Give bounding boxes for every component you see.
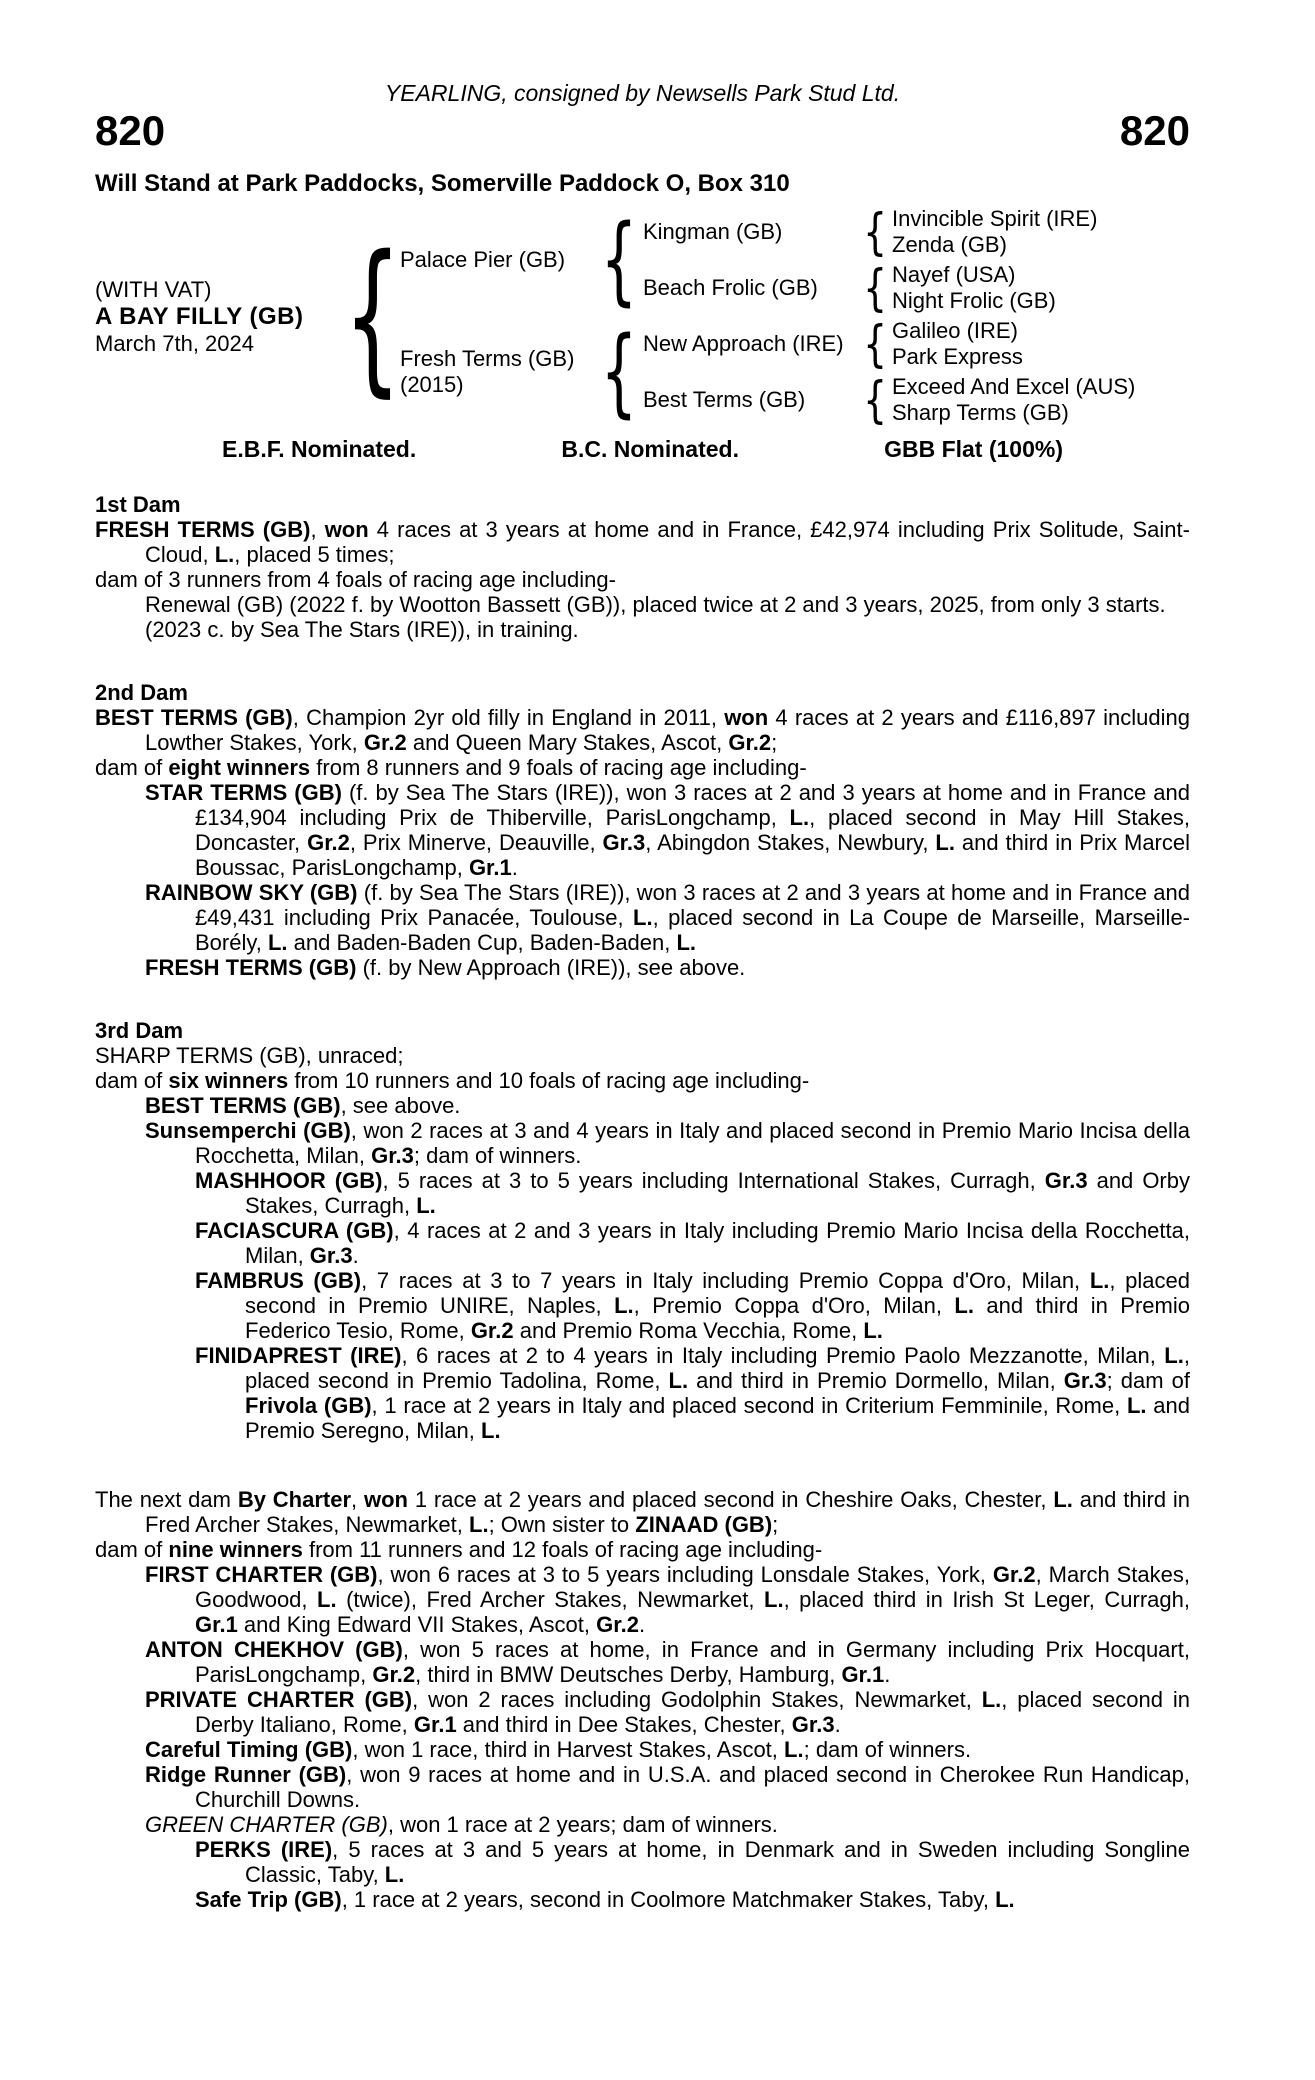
pedigree-text-paragraph: (2023 c. by Sea The Stars (IRE)), in training. xyxy=(145,617,579,642)
pedigree-tree xyxy=(95,203,1190,429)
pedigree-text-paragraph: MASHHOOR (GB), 5 races at 3 to 5 years including International Stakes, Curragh, Gr.3 and Orby Stakes, Curragh, L. xyxy=(195,1168,1190,1218)
dam-branch xyxy=(400,315,1177,429)
dam-dam-branch xyxy=(643,371,1177,429)
lot-number-left: 820 xyxy=(95,107,166,154)
pedigree-text-paragraph: FACIASCURA (GB), 4 races at 2 and 3 years in Italy including Premio Mario Incisa della Rocchetta, Milan, Gr.3. xyxy=(195,1218,1190,1268)
sire-dam-parents xyxy=(892,262,1177,314)
dam-brace: { xyxy=(600,316,638,428)
dam-sire-branch xyxy=(643,315,1177,373)
subject-column xyxy=(95,276,345,357)
dam-section xyxy=(95,1018,1190,1443)
great-grandsire-name: Galileo (IRE) xyxy=(892,318,1018,343)
dam-dam-parents xyxy=(892,374,1177,426)
dam-section-heading: 3rd Dam xyxy=(95,1018,184,1043)
dam-grandparents xyxy=(643,315,1177,429)
pedigree-text-paragraph: BEST TERMS (GB), Champion 2yr old filly in England in 2011, won 4 races at 2 years and £116,897 including Lowther Stakes, York, Gr.2 and Queen Mary Stakes, Ascot, Gr.2; xyxy=(95,705,1190,755)
great-granddam-name: Sharp Terms (GB) xyxy=(892,400,1069,425)
pedigree-text-paragraph: dam of six winners from 10 runners and 10 foals of racing age including- xyxy=(95,1068,810,1093)
vat-note: (WITH VAT) xyxy=(95,276,212,302)
consignment-title: YEARLING, consigned by Newsells Park Stud Ltd. xyxy=(384,80,901,106)
pedigree-text-paragraph: Renewal (GB) (2022 f. by Wootton Bassett (GB)), placed twice at 2 and 3 years, 2025, from only 3 starts. xyxy=(145,592,1166,617)
pedigree-text-paragraph: FAMBRUS (GB), 7 races at 3 to 7 years in Italy including Premio Coppa d'Oro, Milan, L., placed second in Premio UNIRE, Naples, L., Premio Coppa d'Oro, Milan, L. and third in Premio Federico Tesio, Rome, Gr.2 and Premio Roma Vecchia, Rome, L. xyxy=(195,1268,1190,1343)
dam-section-heading: 2nd Dam xyxy=(95,680,188,705)
pedigree-text-paragraph: The next dam By Charter, won 1 race at 2 years and placed second in Cheshire Oaks, Chester, L. and third in Fred Archer Stakes, Newmarket, L.; Own sister to ZINAAD (GB); xyxy=(95,1487,1191,1537)
sire-brace: { xyxy=(600,204,638,316)
pedigree-text-paragraph: SHARP TERMS (GB), unraced; xyxy=(95,1043,404,1068)
produce-record-sections xyxy=(95,492,1190,1912)
pedigree-text-paragraph: GREEN CHARTER (GB), won 1 race at 2 years; dam of winners. xyxy=(145,1812,778,1837)
dam-sire-name: New Approach (IRE) xyxy=(643,331,844,356)
great-grandsire-name: Invincible Spirit (IRE) xyxy=(892,206,1098,231)
pedigree-text-paragraph: dam of 3 runners from 4 foals of racing age including- xyxy=(95,567,616,592)
sire-sire-parents xyxy=(892,206,1177,258)
sire-sire-brace: { xyxy=(863,203,887,261)
sire-grandparents xyxy=(643,203,1177,317)
sire-sire-branch xyxy=(643,203,1177,261)
pedigree-text-paragraph: FRESH TERMS (GB) (f. by New Approach (IRE)), see above. xyxy=(145,955,746,980)
dam-dam-name: Best Terms (GB) xyxy=(643,387,806,412)
dam-dam-brace: { xyxy=(863,371,887,429)
sire-name: Palace Pier (GB) xyxy=(400,247,566,272)
sire-branch xyxy=(400,203,1177,317)
lot-number-row xyxy=(95,108,1190,154)
pedigree-text-paragraph: PERKS (IRE), 5 races at 3 and 5 years at home, in Denmark and in Sweden including Songline Classic, Taby, L. xyxy=(195,1837,1190,1887)
subject-description: A BAY FILLY (GB) xyxy=(95,302,304,330)
pedigree-text-paragraph: Careful Timing (GB), won 1 race, third in Harvest Stakes, Ascot, L.; dam of winners. xyxy=(145,1737,972,1762)
dam-name-block xyxy=(400,346,595,398)
great-granddam-name: Zenda (GB) xyxy=(892,232,1007,257)
pedigree-text-paragraph: Ridge Runner (GB), won 9 races at home and in U.S.A. and placed second in Cherokee Run Handicap, Churchill Downs. xyxy=(145,1762,1190,1812)
sire-dam-brace: { xyxy=(863,259,887,317)
pedigree-text-paragraph: RAINBOW SKY (GB) (f. by Sea The Stars (IRE)), won 3 races at 2 and 3 years at home and in France and £49,431 including Prix Panacée, Toulouse, L., placed second in La Coupe de Marseille, Marseille-Borély, L. and Baden-Baden Cup, Baden-Baden, L. xyxy=(145,880,1191,955)
dam-section xyxy=(95,1487,1190,1912)
dam-year: (2015) xyxy=(400,372,464,397)
pedigree-text-paragraph: STAR TERMS (GB) (f. by Sea The Stars (IRE)), won 3 races at 2 and 3 years at home and in France and £134,904 including Prix de Thiberville, ParisLongchamp, L., placed second in May Hill Stakes, Doncaster, Gr.2, Prix Minerve, Deauville, Gr.3, Abingdon Stakes, Newbury, L. and third in Prix Marcel Boussac, ParisLongchamp, Gr.1. xyxy=(145,780,1191,880)
dam-section xyxy=(95,492,1190,642)
pedigree-text-paragraph: BEST TERMS (GB), see above. xyxy=(145,1093,461,1118)
pedigree-text-paragraph: FRESH TERMS (GB), won 4 races at 3 years at home and in France, £42,974 including Prix Solitude, Saint-Cloud, L., placed 5 times; xyxy=(95,517,1190,567)
pedigree-text-paragraph: dam of nine winners from 11 runners and 12 foals of racing age including- xyxy=(95,1537,823,1562)
pedigree-text-paragraph: FINIDAPREST (IRE), 6 races at 2 to 4 years in Italy including Premio Paolo Mezzanotte, Milan, L., placed second in Premio Tadolina, Rome, L. and third in Premio Dormello, Milan, Gr.3; dam of Frivola (GB), 1 race at 2 years in Italy and placed second in Criterium Femminile, Rome, L. and Premio Seregno, Milan, L. xyxy=(195,1343,1191,1443)
dam-name: Fresh Terms (GB) xyxy=(400,346,575,371)
great-granddam-name: Park Express xyxy=(892,344,1023,369)
pedigree-text-paragraph: dam of eight winners from 8 runners and 9 foals of racing age including- xyxy=(95,755,807,780)
catalogue-page xyxy=(0,80,1190,1912)
great-grandsire-name: Exceed And Excel (AUS) xyxy=(892,374,1136,399)
pedigree-text-paragraph: FIRST CHARTER (GB), won 6 races at 3 to 5 years including Lonsdale Stakes, York, Gr.2, March Stakes, Goodwood, L. (twice), Fred Archer Stakes, Newmarket, L., placed third in Irish St Leger, Curragh, Gr.1 and King Edward VII Stakes, Ascot, Gr.2. xyxy=(145,1562,1190,1637)
dam-sire-parents xyxy=(892,318,1177,370)
sire-dam-branch xyxy=(643,259,1177,317)
pedigree-text-paragraph: ANTON CHEKHOV (GB), won 5 races at home, in France and in Germany including Prix Hocquart, ParisLongchamp, Gr.2, third in BMW Deutsches Derby, Hamburg, Gr.1. xyxy=(145,1637,1190,1687)
lot-number-right: 820 xyxy=(1119,107,1190,154)
gbb-nomination: GBB Flat (100%) xyxy=(884,436,1063,462)
stand-location: Will Stand at Park Paddocks, Somerville Paddock O, Box 310 xyxy=(95,170,790,197)
bc-nomination: B.C. Nominated. xyxy=(561,436,739,462)
great-granddam-name: Night Frolic (GB) xyxy=(892,288,1056,313)
dam-sire-brace: { xyxy=(863,315,887,373)
foal-date: March 7th, 2024 xyxy=(95,330,254,356)
generation-brace: { xyxy=(343,220,402,412)
pedigree-text-paragraph: Sunsemperchi (GB), won 2 races at 3 and 4 years in Italy and placed second in Premio Mario Incisa della Rocchetta, Milan, Gr.3; dam of winners. xyxy=(145,1118,1190,1168)
pedigree-text-paragraph: PRIVATE CHARTER (GB), won 2 races including Godolphin Stakes, Newmarket, L., placed second in Derby Italiano, Rome, Gr.1 and third in Dee Stakes, Chester, Gr.3. xyxy=(145,1687,1191,1737)
sire-sire-name: Kingman (GB) xyxy=(643,219,783,244)
sire-dam-name: Beach Frolic (GB) xyxy=(643,275,818,300)
great-grandsire-name: Nayef (USA) xyxy=(892,262,1016,287)
parents-column xyxy=(400,203,1177,429)
dam-section-heading: 1st Dam xyxy=(95,492,181,517)
pedigree-text-paragraph: Safe Trip (GB), 1 race at 2 years, second in Coolmore Matchmaker Stakes, Taby, L. xyxy=(195,1887,1015,1912)
nominations-row xyxy=(95,436,1190,462)
dam-section xyxy=(95,680,1190,980)
ebf-nomination: E.B.F. Nominated. xyxy=(222,436,417,462)
